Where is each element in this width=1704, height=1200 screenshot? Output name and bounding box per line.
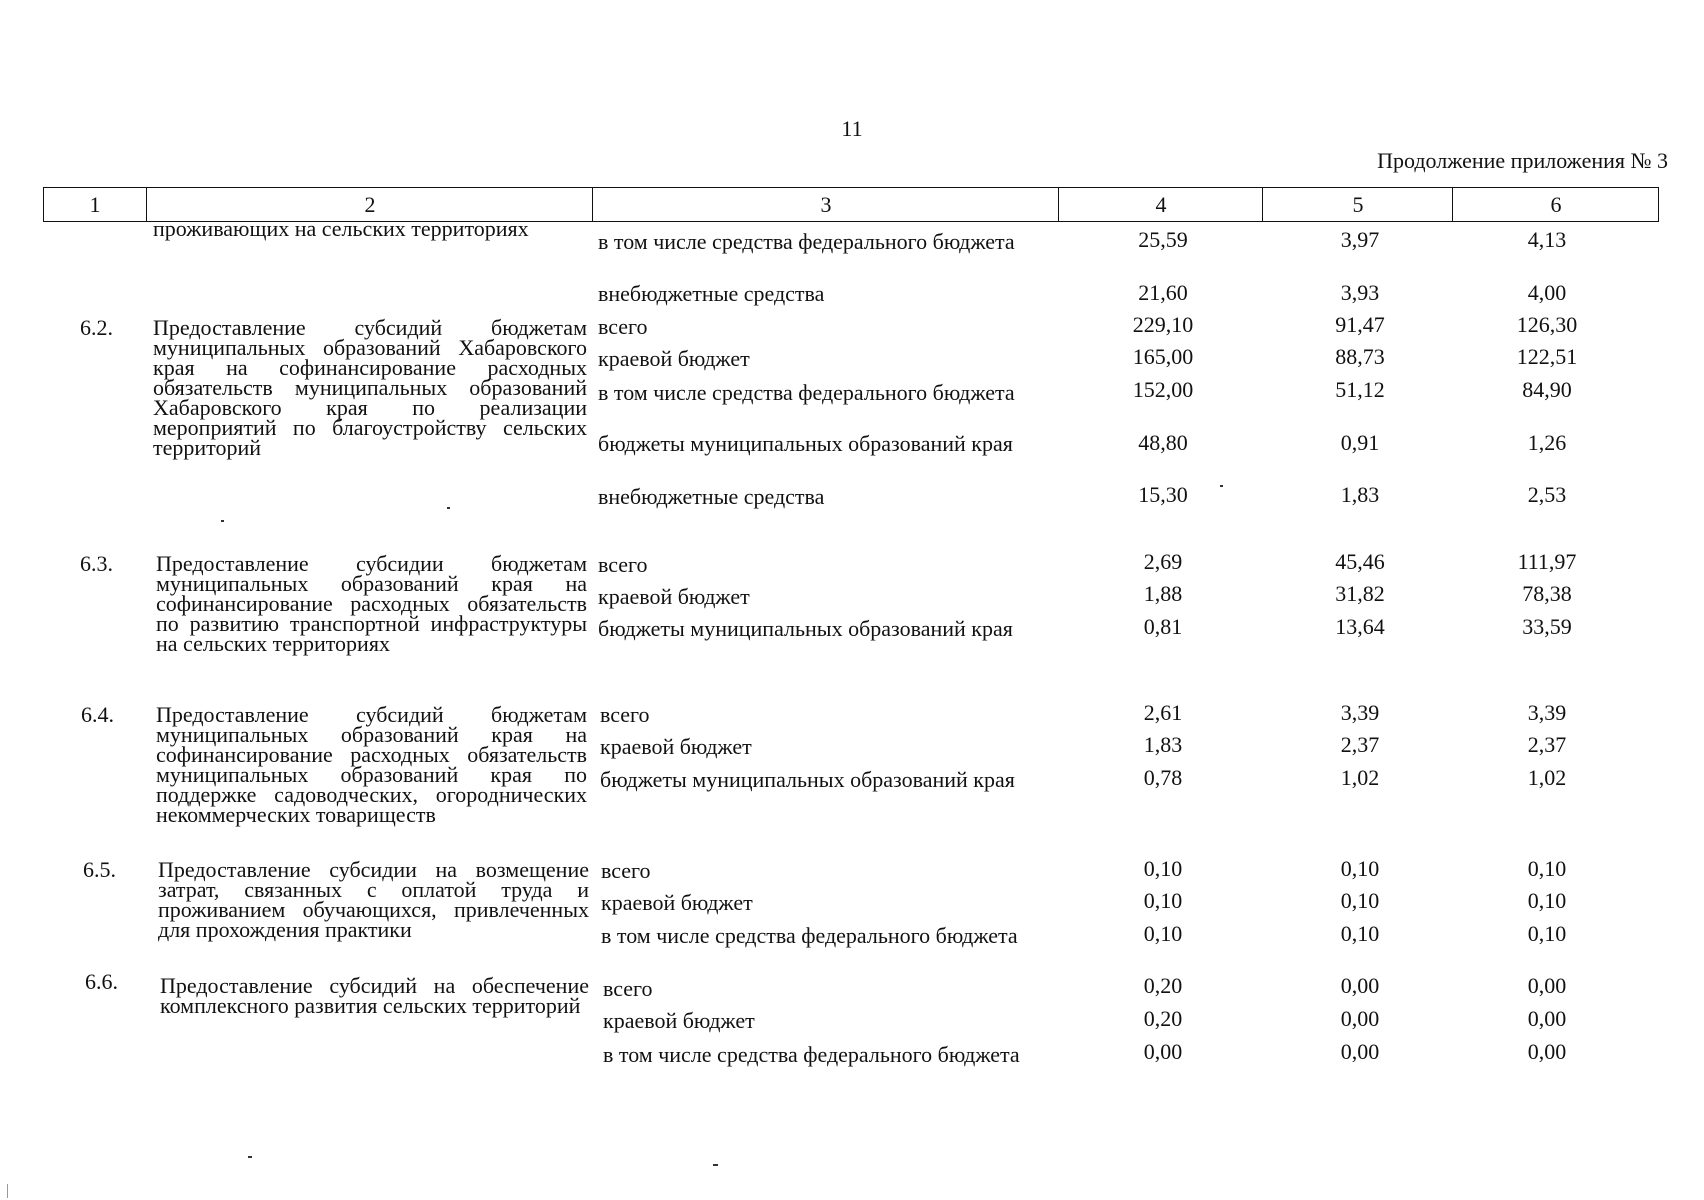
source-cell: краевой бюджет bbox=[598, 346, 750, 371]
value-col-5: 0,10 bbox=[1340, 856, 1380, 881]
source-cell: краевой бюджет bbox=[598, 584, 750, 609]
value-col-5: 13,64 bbox=[1335, 614, 1385, 639]
value-col-6: 122,51 bbox=[1516, 344, 1578, 369]
value-col-5: 0,00 bbox=[1340, 1039, 1380, 1064]
row-number-6-4: 6.4. bbox=[81, 702, 114, 727]
value-col-4: 2,69 bbox=[1143, 549, 1183, 574]
value-col-4: 1,88 bbox=[1143, 581, 1183, 606]
value-col-5: 3,39 bbox=[1340, 700, 1380, 725]
value-col-5: 0,10 bbox=[1340, 888, 1380, 913]
value-col-5: 0,00 bbox=[1340, 1006, 1380, 1031]
value-col-5: 45,46 bbox=[1335, 549, 1385, 574]
source-cell: внебюджетные средства bbox=[598, 281, 825, 306]
value-col-5: 1,83 bbox=[1340, 482, 1380, 507]
value-col-6: 0,10 bbox=[1527, 888, 1567, 913]
value-col-4: 0,20 bbox=[1143, 1006, 1183, 1031]
source-cell: бюджеты муниципальных образований края bbox=[600, 767, 1015, 792]
value-col-6: 4,00 bbox=[1527, 280, 1567, 305]
measure-name-6-4: Предоставление субсидий бюджетам муниципальных образований края на софинансирование расходных обязательств муниципальных образований края по поддержке садоводческих, огороднических некоммерческих товариществ bbox=[156, 702, 587, 827]
value-col-4: 0,81 bbox=[1143, 614, 1183, 639]
value-col-6: 1,02 bbox=[1527, 765, 1567, 790]
source-cell: всего bbox=[603, 976, 653, 1001]
value-col-6: 2,37 bbox=[1527, 732, 1567, 757]
value-col-6: 0,00 bbox=[1527, 973, 1567, 998]
value-col-6: 111,97 bbox=[1517, 549, 1577, 574]
value-col-6: 126,30 bbox=[1516, 312, 1578, 337]
source-cell: краевой бюджет bbox=[603, 1008, 755, 1033]
measure-name-6-6: Предоставление субсидий на обеспечение комплексного развития сельских территорий bbox=[160, 973, 589, 1018]
source-cell: внебюджетные средства bbox=[598, 484, 825, 509]
row-number-6-2: 6.2. bbox=[80, 315, 113, 340]
measure-name-6-5: Предоставление субсидии на возмещение затрат, связанных с оплатой труда и проживанием обучающихся, привлеченных для прохождения практики bbox=[158, 857, 589, 942]
scan-speck bbox=[447, 507, 450, 509]
value-col-4: 0,20 bbox=[1143, 973, 1183, 998]
source-cell: в том числе средства федерального бюджета bbox=[598, 380, 1015, 405]
scan-speck bbox=[713, 1164, 718, 1166]
value-col-4: 21,60 bbox=[1138, 280, 1188, 305]
source-cell: краевой бюджет bbox=[601, 890, 753, 915]
measure-name-6-2: Предоставление субсидий бюджетам муниципальных образований Хабаровского края на софинансирование расходных обязательств муниципальных образований Хабаровского края по реализации мероприятий по благоустройству сельских территорий bbox=[153, 315, 587, 460]
value-col-5: 88,73 bbox=[1335, 344, 1385, 369]
value-col-4: 0,10 bbox=[1143, 888, 1183, 913]
source-cell: бюджеты муниципальных образований края bbox=[598, 616, 1013, 641]
value-col-5: 31,82 bbox=[1335, 581, 1385, 606]
value-col-4: 165,00 bbox=[1132, 344, 1194, 369]
source-cell: в том числе средства федерального бюджета bbox=[603, 1042, 1020, 1067]
source-cell: всего bbox=[601, 858, 651, 883]
value-col-5: 3,93 bbox=[1340, 280, 1380, 305]
row-number-6-6: 6.6. bbox=[85, 969, 118, 994]
value-col-4: 229,10 bbox=[1132, 312, 1194, 337]
scan-edge-line bbox=[7, 1184, 8, 1198]
value-col-5: 0,10 bbox=[1340, 921, 1380, 946]
value-col-4: 15,30 bbox=[1138, 482, 1188, 507]
value-col-6: 33,59 bbox=[1522, 614, 1572, 639]
value-col-6: 4,13 bbox=[1527, 227, 1567, 252]
source-cell: в том числе средства федерального бюджета bbox=[598, 229, 1015, 254]
value-col-5: 2,37 bbox=[1340, 732, 1380, 757]
value-col-4: 0,78 bbox=[1143, 765, 1183, 790]
value-col-5: 0,00 bbox=[1340, 973, 1380, 998]
value-col-4: 0,10 bbox=[1143, 856, 1183, 881]
value-col-6: 78,38 bbox=[1522, 581, 1572, 606]
value-col-4: 25,59 bbox=[1138, 227, 1188, 252]
value-col-4: 1,83 bbox=[1143, 732, 1183, 757]
source-cell: всего bbox=[600, 702, 650, 727]
header-col-2: 2 bbox=[146, 188, 593, 221]
value-col-6: 0,10 bbox=[1527, 856, 1567, 881]
carryover-name-tail: проживающих на сельских территориях bbox=[153, 216, 529, 241]
source-cell: всего bbox=[598, 314, 648, 339]
scan-speck bbox=[248, 1156, 252, 1158]
value-col-5: 51,12 bbox=[1335, 377, 1385, 402]
value-col-5: 3,97 bbox=[1340, 227, 1380, 252]
value-col-4: 0,10 bbox=[1143, 921, 1183, 946]
header-col-3: 3 bbox=[592, 188, 1059, 221]
value-col-4: 48,80 bbox=[1138, 430, 1188, 455]
source-cell: всего bbox=[598, 552, 648, 577]
row-number-6-5: 6.5. bbox=[83, 857, 116, 882]
value-col-5: 0,91 bbox=[1340, 430, 1380, 455]
value-col-4: 152,00 bbox=[1132, 377, 1194, 402]
header-col-1: 1 bbox=[89, 192, 101, 217]
scan-speck bbox=[221, 520, 224, 522]
source-cell: краевой бюджет bbox=[600, 734, 752, 759]
value-col-6: 0,10 bbox=[1527, 921, 1567, 946]
value-col-5: 1,02 bbox=[1340, 765, 1380, 790]
source-cell: бюджеты муниципальных образований края bbox=[598, 431, 1013, 456]
continuation-label: Продолжение приложения № 3 bbox=[1377, 148, 1668, 173]
measure-name-6-3: Предоставление субсидии бюджетам муниципальных образований края на софинансирование расходных обязательств по развитию транспортной инфраструктуры на сельских территориях bbox=[156, 551, 587, 656]
value-col-6: 3,39 bbox=[1527, 700, 1567, 725]
value-col-6: 0,00 bbox=[1527, 1006, 1567, 1031]
source-cell: в том числе средства федерального бюджета bbox=[601, 923, 1018, 948]
value-col-6: 0,00 bbox=[1527, 1039, 1567, 1064]
scan-speck bbox=[1220, 485, 1223, 487]
header-col-5: 5 bbox=[1262, 188, 1453, 221]
value-col-4: 2,61 bbox=[1143, 700, 1183, 725]
value-col-6: 1,26 bbox=[1527, 430, 1567, 455]
value-col-6: 84,90 bbox=[1522, 377, 1572, 402]
header-col-4: 4 bbox=[1058, 188, 1263, 221]
value-col-5: 91,47 bbox=[1335, 312, 1385, 337]
page-number: 11 bbox=[841, 116, 863, 141]
value-col-4: 0,00 bbox=[1143, 1039, 1183, 1064]
header-col-6: 6 bbox=[1452, 188, 1659, 221]
row-number-6-3: 6.3. bbox=[80, 551, 113, 576]
value-col-6: 2,53 bbox=[1527, 482, 1567, 507]
